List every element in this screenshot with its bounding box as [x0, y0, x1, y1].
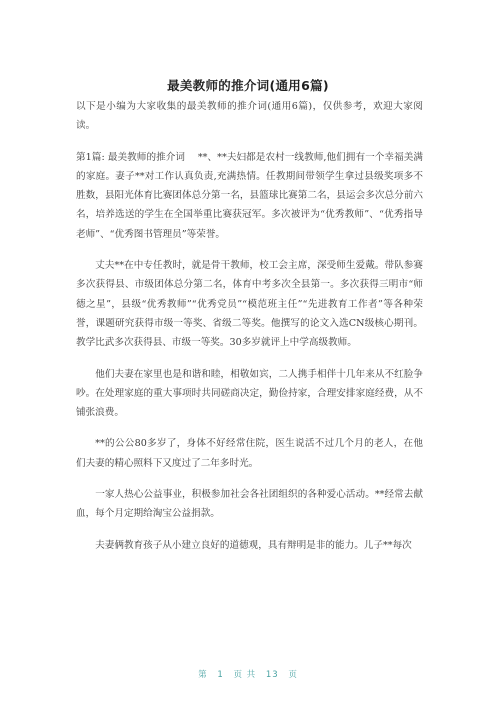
page-mid: 页 共: [233, 670, 257, 680]
document-title: 最美教师的推介词(通用6篇): [167, 78, 329, 93]
page-number: 1: [217, 670, 224, 680]
page-prefix: 第: [198, 670, 208, 680]
body-paragraph: 夫妻俩教育孩子从小建立良好的道德观，具有辩明是非的能力。儿子**每次: [95, 539, 412, 551]
page-suffix: 页: [288, 670, 298, 680]
page-footer: [0, 668, 496, 680]
intro-paragraph: 以下是小编为大家收集的最美教师的推介词(通用6篇)，仅供参考，欢迎大家阅读。: [76, 101, 423, 132]
body-paragraph: 丈夫**在中专任教时，就是骨干教师，校工会主席，深受师生爱戴。带队参赛多次获得县、市级团体总分第二名，体育中考多次全县第一。多次获得三明市“师德之星”，县级“优秀教师”“优秀党员”“模范班主任”“先进教育工作者”等各种荣誉，课题研究获得市级一等奖、省级二等奖。他撰写的论文入选CN级核心期刊。教学比武多次获得县、市级一等奖。30多岁就评上中学高级教师。: [76, 260, 424, 349]
page-total: 13: [265, 670, 279, 680]
body-paragraph: **的公公80多岁了，身体不好经常住院，医生说活不过几个月的老人，在他们夫妻的精心照料下又度过了二年多时光。: [76, 438, 423, 469]
body-paragraph: 第1篇: 最美教师的推介词 **、**夫妇都是农村一线教师,他们拥有一个幸福美满的家庭。妻子**对工作认真负责,充满热情。任教期间带领学生拿过县级奖项多不胜数，县阳光体育比赛团体总分第一名，县篮球比赛第二名，县运会多次总分前六名，培养选送的学生在全国举重比赛获冠军。多次被评为“优秀教师”、“优秀指导老师”、“优秀图书管理员”等荣誉。: [76, 151, 423, 240]
body-paragraph: 一家人热心公益事业，积极参加社会各社团组织的各种爱心活动。**经常去献血，每个月定期给淘宝公益捐款。: [76, 489, 423, 520]
document-body: [76, 97, 423, 567]
body-paragraph: 他们夫妻在家里也是和谐和睦，相敬如宾，二人携手相伴十几年来从不红脸争吵。在处理家庭的重大事项时共同磋商决定，勤俭持家，合理安排家庭经费，从不铺张浪费。: [76, 368, 423, 419]
